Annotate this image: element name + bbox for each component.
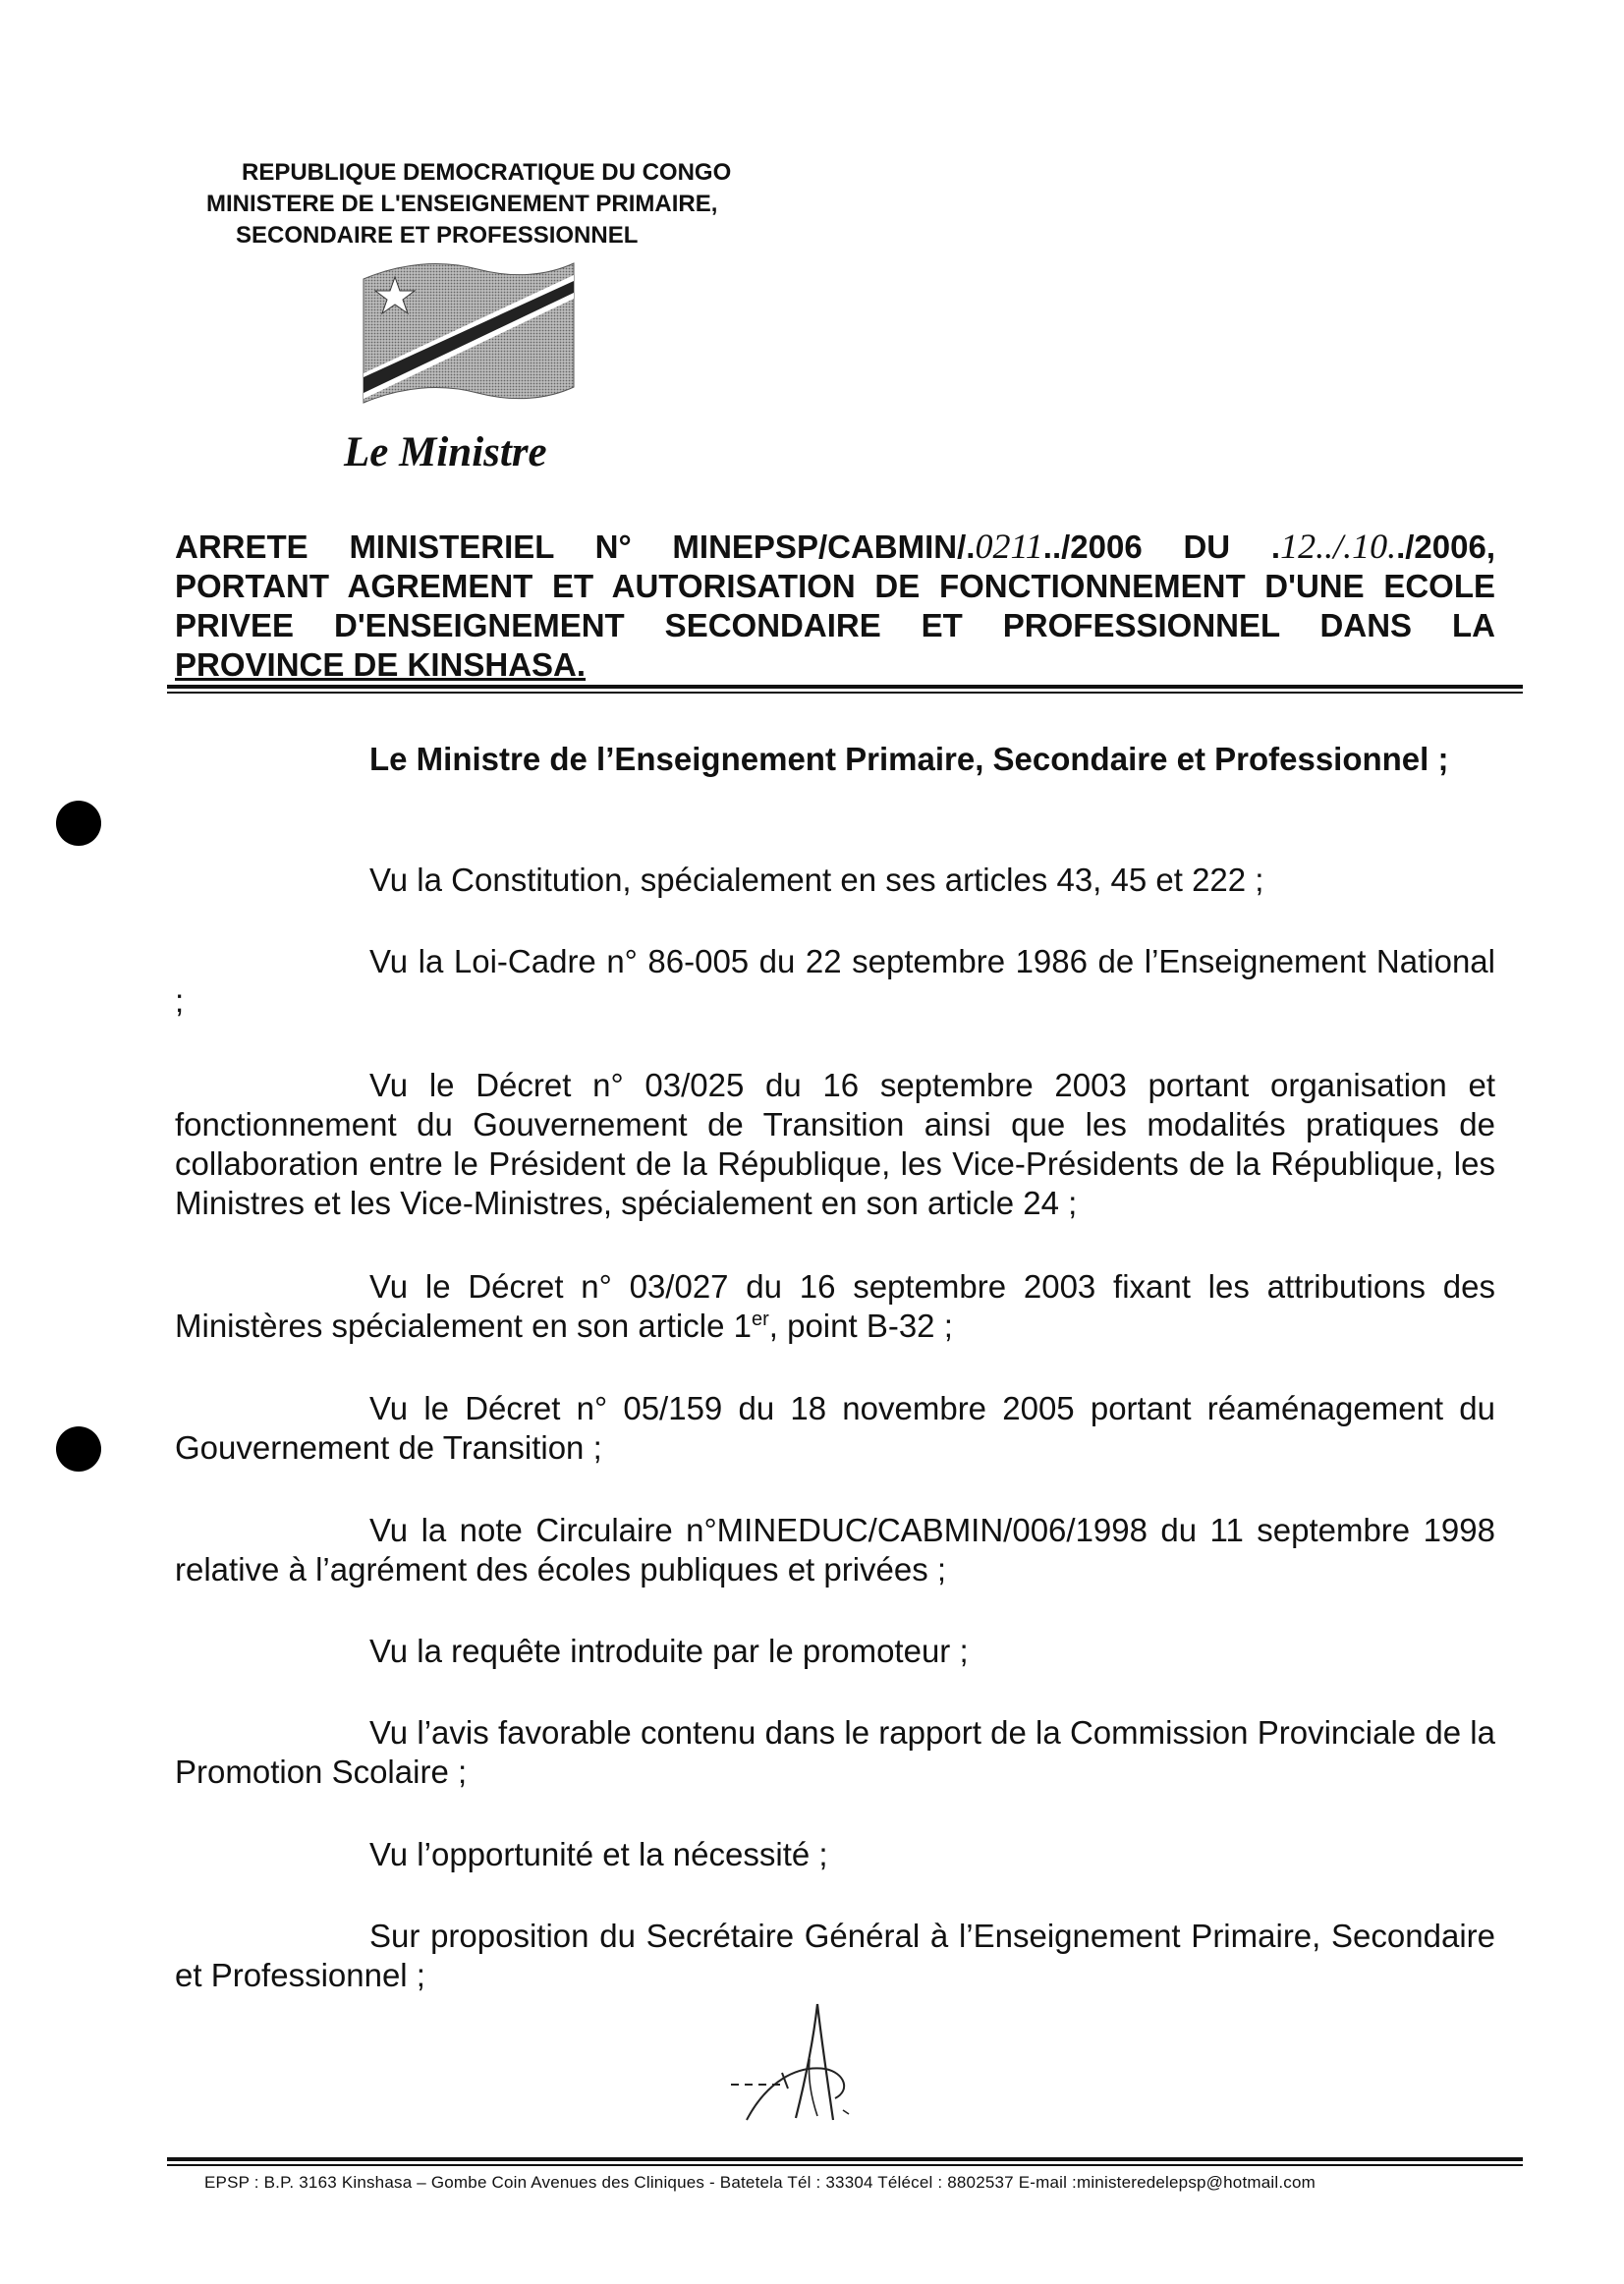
vu-decret-03-025	[175, 1066, 1495, 1223]
footer-divider	[167, 2157, 1523, 2166]
vu-note-circulaire-text: Vu la note Circulaire n°MINEDUC/CABMIN/006/1998 du 11 septembre 1998 relative à l’agrément des écoles publiques et privées ;	[175, 1512, 1495, 1588]
arrete-date-suffix: ./2006,	[1396, 529, 1496, 565]
vu-constitution	[175, 861, 1495, 900]
arrete-line-4: PROVINCE DE KINSHASA.	[175, 646, 587, 683]
vu-loi-cadre-text: Vu la Loi-Cadre n° 86-005 du 22 septembre 1986 de l’Enseignement National ;	[175, 943, 1495, 1019]
footer-contact: EPSP : B.P. 3163 Kinshasa – Gombe Coin Avenues des Cliniques - Batetela Tél : 33304 Télécel : 8802537 E-mail :ministeredelepsp@hotmail.com	[204, 2173, 1316, 2192]
header-country: REPUBLIQUE DEMOCRATIQUE DU CONGO	[242, 159, 732, 186]
vu-note-circulaire	[175, 1511, 1495, 1589]
vu-opportunite-text: Vu l’opportunité et la nécessité ;	[369, 1836, 828, 1872]
sur-proposition	[175, 1917, 1495, 1995]
vu-decret-05-159	[175, 1389, 1495, 1468]
handwritten-paraphe-signature	[727, 2000, 894, 2128]
vu-requete	[175, 1632, 1495, 1671]
vu-decret-03-027-suffix: , point B-32 ;	[768, 1308, 953, 1344]
vu-decret-05-159-text: Vu le Décret n° 05/159 du 18 novembre 2005 portant réaménagement du Gouvernement de Transition ;	[175, 1390, 1495, 1466]
header-ministry-line2: SECONDAIRE ET PROFESSIONNEL	[236, 222, 639, 249]
sur-proposition-text: Sur proposition du Secrétaire Général à l’Enseignement Primaire, Secondaire et Professionnel ;	[175, 1918, 1495, 1993]
vu-requete-text: Vu la requête introduite par le promoteur ;	[369, 1633, 969, 1669]
superscript-er: er	[751, 1309, 769, 1330]
preamble-intro	[175, 740, 1495, 779]
preamble-intro-text: Le Ministre de l’Enseignement Primaire, Secondaire et Professionnel ;	[369, 741, 1449, 777]
vu-decret-03-025-text: Vu le Décret n° 03/025 du 16 septembre 2003 portant organisation et fonctionnement du Gouvernement de Transition ainsi que les modalités pratiques de collaboration entre le Président de la République, les Vice-Présidents de la République, les Ministres et les Vice-Ministres, spécialement en son article 24 ;	[175, 1067, 1495, 1221]
drc-flag-icon	[362, 255, 576, 409]
minister-title: Le Ministre	[344, 429, 547, 475]
vu-loi-cadre	[175, 942, 1495, 1021]
title-divider	[167, 685, 1523, 694]
arrete-number-prefix: ARRETE MINISTERIEL N° MINEPSP/CABMIN/.	[175, 529, 976, 565]
arrete-date-handwritten: 12../.10.	[1280, 527, 1397, 566]
header-ministry-line1: MINISTERE DE L'ENSEIGNEMENT PRIMAIRE,	[206, 191, 718, 217]
arrete-number-handwritten: 0211	[975, 527, 1043, 566]
arrete-title	[175, 527, 1495, 685]
vu-decret-03-027-text: Vu le Décret n° 03/027 du 16 septembre 2003 fixant les attributions des Ministères spécialement en son article 1	[175, 1268, 1495, 1344]
vu-avis	[175, 1713, 1495, 1792]
arrete-line-1	[175, 527, 1495, 567]
arrete-date-prefix: ../2006 DU .	[1042, 529, 1281, 565]
arrete-line-3: PRIVEE D'ENSEIGNEMENT SECONDAIRE ET PROFESSIONNEL DANS LA	[175, 607, 1495, 643]
arrete-line-2: PORTANT AGREMENT ET AUTORISATION DE FONCTIONNEMENT D'UNE ECOLE	[175, 568, 1495, 604]
punch-hole-bottom	[56, 1426, 101, 1472]
punch-hole-top	[56, 801, 101, 846]
vu-constitution-text: Vu la Constitution, spécialement en ses articles 43, 45 et 222 ;	[369, 862, 1264, 898]
vu-avis-text: Vu l’avis favorable contenu dans le rapport de la Commission Provinciale de la Promotion Scolaire ;	[175, 1714, 1495, 1790]
vu-opportunite	[175, 1835, 1495, 1874]
vu-decret-03-027	[175, 1267, 1495, 1346]
